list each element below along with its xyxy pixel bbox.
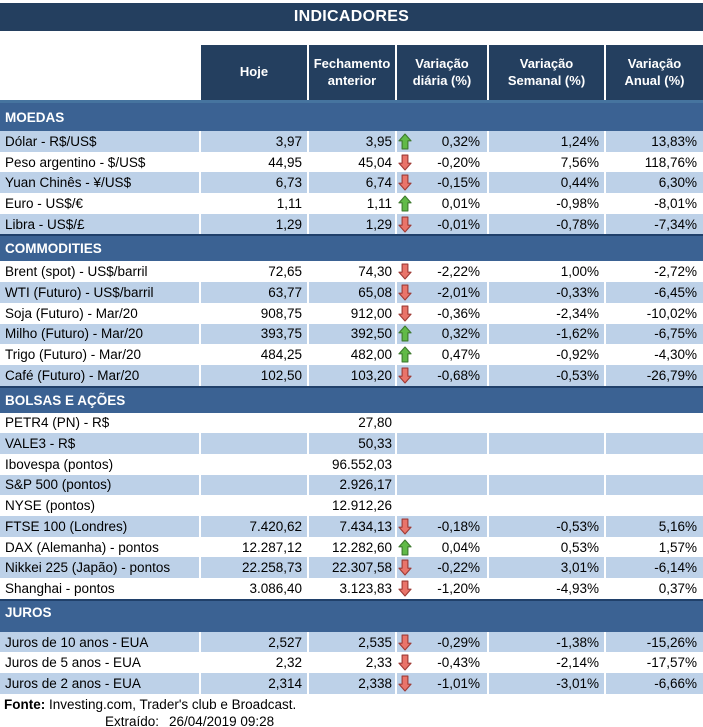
variacao-diaria-cell — [395, 537, 487, 558]
variacao-semanal-value — [487, 454, 604, 475]
variacao-anual-value: 0,37% — [604, 578, 703, 599]
row-label: Juros de 5 anos - EUA — [5, 655, 141, 671]
variacao-diaria-cell — [395, 193, 487, 214]
variacao-diaria-value: -2,22% — [437, 264, 480, 280]
row-label: Café (Futuro) - Mar/20 — [5, 367, 140, 383]
row-label: DAX (Alemanha) - pontos — [5, 539, 159, 555]
extracted-label: Extraído: — [105, 714, 160, 727]
variacao-semanal-value: 0,53% — [487, 537, 604, 558]
extracted-line — [0, 714, 703, 727]
down-arrow-icon — [398, 154, 413, 171]
variacao-semanal-value — [487, 413, 604, 434]
variacao-diaria-cell — [395, 344, 487, 365]
variacao-diaria-cell — [395, 433, 487, 454]
hoje-value: 6,73 — [199, 172, 307, 193]
variacao-diaria-cell — [395, 261, 487, 282]
variacao-anual-value — [604, 454, 703, 475]
down-arrow-icon — [398, 367, 413, 384]
hoje-value — [199, 475, 307, 496]
table-row — [0, 282, 703, 303]
hoje-value — [199, 495, 307, 516]
fechamento-value: 2,338 — [307, 673, 395, 694]
hoje-value: 908,75 — [199, 303, 307, 324]
variacao-anual-value: 6,30% — [604, 172, 703, 193]
variacao-anual-value — [604, 495, 703, 516]
hoje-value: 393,75 — [199, 324, 307, 345]
variacao-diaria-cell — [395, 303, 487, 324]
hoje-value: 44,95 — [199, 152, 307, 173]
fechamento-value: 7.434,13 — [307, 516, 395, 537]
up-arrow-icon — [398, 133, 413, 150]
variacao-semanal-value: -4,93% — [487, 578, 604, 599]
table-row — [0, 413, 703, 434]
hoje-value: 3.086,40 — [199, 578, 307, 599]
variacao-diaria-value: -0,36% — [437, 305, 480, 321]
header-cell-variacao-diaria: Variação diária (%) — [395, 45, 487, 100]
variacao-semanal-value: 0,44% — [487, 172, 604, 193]
variacao-anual-value: -17,57% — [604, 652, 703, 673]
hoje-value: 2,32 — [199, 652, 307, 673]
fechamento-value: 27,80 — [307, 413, 395, 434]
source-line — [0, 697, 703, 713]
table-row — [0, 261, 703, 282]
row-label: Ibovespa (pontos) — [5, 456, 114, 472]
variacao-anual-value — [604, 475, 703, 496]
variacao-anual-value: 118,76% — [604, 152, 703, 173]
hoje-value: 484,25 — [199, 344, 307, 365]
variacao-diaria-cell — [395, 413, 487, 434]
table-row — [0, 131, 703, 152]
variacao-semanal-value: -0,92% — [487, 344, 604, 365]
section-header-juros: JUROS — [0, 599, 703, 632]
variacao-diaria-value: -2,01% — [437, 284, 480, 300]
variacao-semanal-value: -3,01% — [487, 673, 604, 694]
hoje-value — [199, 454, 307, 475]
row-label: Trigo (Futuro) - Mar/20 — [5, 347, 142, 363]
table-row — [0, 495, 703, 516]
variacao-diaria-value: 0,32% — [441, 133, 480, 149]
table-row — [0, 652, 703, 673]
hoje-value: 1,11 — [199, 193, 307, 214]
variacao-diaria-value: -0,01% — [437, 216, 480, 232]
variacao-semanal-value: -0,98% — [487, 193, 604, 214]
table-row — [0, 673, 703, 694]
down-arrow-icon — [398, 559, 413, 576]
variacao-semanal-value: -2,14% — [487, 652, 604, 673]
up-arrow-icon — [398, 346, 413, 363]
row-label: Dólar - R$/US$ — [5, 133, 97, 149]
variacao-semanal-value: 7,56% — [487, 152, 604, 173]
row-label: Juros de 2 anos - EUA — [5, 675, 141, 691]
extracted-value: 26/04/2019 09:28 — [169, 714, 275, 727]
hoje-value — [199, 413, 307, 434]
row-label: Libra - US$/£ — [5, 216, 85, 232]
row-label: VALE3 - R$ — [5, 436, 76, 452]
variacao-semanal-value: 1,00% — [487, 261, 604, 282]
variacao-anual-value: -6,66% — [604, 673, 703, 694]
fechamento-value: 45,04 — [307, 152, 395, 173]
variacao-diaria-value: -0,15% — [437, 175, 480, 191]
footer — [0, 697, 703, 727]
header-cell-fechamento-anterior: Fechamento anterior — [307, 45, 395, 100]
fechamento-value: 392,50 — [307, 324, 395, 345]
source-label: Fonte: — [4, 696, 46, 712]
row-label: Soja (Futuro) - Mar/20 — [5, 305, 138, 321]
fechamento-value: 2,535 — [307, 632, 395, 653]
row-label: Peso argentino - $/US$ — [5, 154, 146, 170]
fechamento-value: 74,30 — [307, 261, 395, 282]
variacao-diaria-value: -0,18% — [437, 518, 480, 534]
up-arrow-icon — [398, 325, 413, 342]
variacao-diaria-cell — [395, 454, 487, 475]
down-arrow-icon — [398, 284, 413, 301]
row-label: Euro - US$/€ — [5, 195, 84, 211]
fechamento-value: 3,95 — [307, 131, 395, 152]
table-header — [0, 45, 703, 100]
variacao-diaria-cell — [395, 557, 487, 578]
variacao-diaria-value: -0,68% — [437, 367, 480, 383]
table-row — [0, 365, 703, 386]
variacao-diaria-cell — [395, 172, 487, 193]
variacao-diaria-cell — [395, 324, 487, 345]
variacao-diaria-value: -1,01% — [437, 675, 480, 691]
variacao-diaria-value: -1,20% — [437, 580, 480, 596]
down-arrow-icon — [398, 305, 413, 322]
variacao-diaria-value: -0,22% — [437, 560, 480, 576]
row-label: Juros de 10 anos - EUA — [5, 634, 149, 650]
hoje-value: 72,65 — [199, 261, 307, 282]
fechamento-value: 96.552,03 — [307, 454, 395, 475]
table-row — [0, 537, 703, 558]
variacao-semanal-value: 3,01% — [487, 557, 604, 578]
variacao-semanal-value: -1,62% — [487, 324, 604, 345]
up-arrow-icon — [398, 539, 413, 556]
header-cell-variacao-anual: Variação Anual (%) — [604, 45, 703, 100]
table-body — [0, 100, 703, 694]
variacao-anual-value: -26,79% — [604, 365, 703, 386]
header-cell-blank — [0, 45, 199, 100]
variacao-anual-value: 13,83% — [604, 131, 703, 152]
variacao-diaria-cell — [395, 475, 487, 496]
down-arrow-icon — [398, 518, 413, 535]
table-row — [0, 475, 703, 496]
row-label: Shanghai - pontos — [5, 580, 115, 596]
row-label: Milho (Futuro) - Mar/20 — [5, 326, 144, 342]
fechamento-value: 2,33 — [307, 652, 395, 673]
down-arrow-icon — [398, 654, 413, 671]
fechamento-value: 6,74 — [307, 172, 395, 193]
hoje-value: 63,77 — [199, 282, 307, 303]
table-row — [0, 557, 703, 578]
row-label: PETR4 (PN) - R$ — [5, 415, 110, 431]
table-row — [0, 214, 703, 235]
variacao-diaria-cell — [395, 131, 487, 152]
fechamento-value: 1,11 — [307, 193, 395, 214]
variacao-semanal-value: -0,33% — [487, 282, 604, 303]
hoje-value: 3,97 — [199, 131, 307, 152]
fechamento-value: 65,08 — [307, 282, 395, 303]
hoje-value: 7.420,62 — [199, 516, 307, 537]
variacao-anual-value: -4,30% — [604, 344, 703, 365]
hoje-value: 1,29 — [199, 214, 307, 235]
variacao-diaria-cell — [395, 214, 487, 235]
variacao-diaria-cell — [395, 673, 487, 694]
variacao-diaria-cell — [395, 578, 487, 599]
variacao-anual-value: 1,57% — [604, 537, 703, 558]
variacao-anual-value: -10,02% — [604, 303, 703, 324]
variacao-anual-value: -8,01% — [604, 193, 703, 214]
fechamento-value: 22.307,58 — [307, 557, 395, 578]
arrow-placeholder — [398, 414, 413, 431]
variacao-diaria-cell — [395, 152, 487, 173]
header-cell-hoje: Hoje — [199, 45, 307, 100]
down-arrow-icon — [398, 580, 413, 597]
fechamento-value: 50,33 — [307, 433, 395, 454]
page-title: INDICADORES — [0, 3, 703, 31]
variacao-diaria-cell — [395, 495, 487, 516]
row-label: Brent (spot) - US$/barril — [5, 264, 148, 280]
variacao-anual-value — [604, 433, 703, 454]
row-label: NYSE (pontos) — [5, 498, 96, 514]
fechamento-value: 12.912,26 — [307, 495, 395, 516]
down-arrow-icon — [398, 263, 413, 280]
table-row — [0, 303, 703, 324]
arrow-placeholder — [398, 435, 413, 452]
header-cell-variacao-semanal: Variação Semanal (%) — [487, 45, 604, 100]
variacao-anual-value: -6,45% — [604, 282, 703, 303]
hoje-value — [199, 433, 307, 454]
variacao-anual-value: -2,72% — [604, 261, 703, 282]
section-header-bolsas-e-a-es: BOLSAS E AÇÕES — [0, 386, 703, 413]
up-arrow-icon — [398, 195, 413, 212]
fechamento-value: 2.926,17 — [307, 475, 395, 496]
variacao-diaria-value: -0,20% — [437, 154, 480, 170]
table-row — [0, 433, 703, 454]
hoje-value: 102,50 — [199, 365, 307, 386]
fechamento-value: 3.123,83 — [307, 578, 395, 599]
variacao-semanal-value: -0,53% — [487, 365, 604, 386]
hoje-value: 22.258,73 — [199, 557, 307, 578]
variacao-anual-value: -7,34% — [604, 214, 703, 235]
variacao-diaria-value: 0,01% — [441, 195, 480, 211]
down-arrow-icon — [398, 675, 413, 692]
variacao-semanal-value — [487, 475, 604, 496]
variacao-semanal-value: -0,78% — [487, 214, 604, 235]
variacao-anual-value: -15,26% — [604, 632, 703, 653]
hoje-value: 2,527 — [199, 632, 307, 653]
variacao-semanal-value — [487, 433, 604, 454]
variacao-semanal-value: 1,24% — [487, 131, 604, 152]
fechamento-value: 912,00 — [307, 303, 395, 324]
row-label: WTI (Futuro) - US$/barril — [5, 284, 154, 300]
hoje-value: 12.287,12 — [199, 537, 307, 558]
down-arrow-icon — [398, 634, 413, 651]
fechamento-value: 482,00 — [307, 344, 395, 365]
variacao-diaria-cell — [395, 516, 487, 537]
source-text: Investing.com, Trader's club e Broadcast. — [49, 696, 297, 712]
variacao-anual-value — [604, 413, 703, 434]
arrow-placeholder — [398, 456, 413, 473]
arrow-placeholder — [398, 497, 413, 514]
variacao-diaria-value: -0,43% — [437, 655, 480, 671]
table-row — [0, 324, 703, 345]
variacao-diaria-value: 0,04% — [441, 539, 480, 555]
table-row — [0, 193, 703, 214]
table-row — [0, 152, 703, 173]
fechamento-value: 103,20 — [307, 365, 395, 386]
variacao-anual-value: 5,16% — [604, 516, 703, 537]
fechamento-value: 1,29 — [307, 214, 395, 235]
variacao-diaria-value: -0,29% — [437, 634, 480, 650]
table-row — [0, 578, 703, 599]
variacao-diaria-cell — [395, 632, 487, 653]
variacao-semanal-value — [487, 495, 604, 516]
section-header-commodities: COMMODITIES — [0, 234, 703, 261]
section-header-moedas: MOEDAS — [0, 100, 703, 131]
arrow-placeholder — [398, 476, 413, 493]
variacao-diaria-value: 0,32% — [441, 326, 480, 342]
table-row — [0, 454, 703, 475]
table-row — [0, 516, 703, 537]
row-label: FTSE 100 (Londres) — [5, 518, 128, 534]
variacao-semanal-value: -1,38% — [487, 632, 604, 653]
variacao-semanal-value: -2,34% — [487, 303, 604, 324]
down-arrow-icon — [398, 216, 413, 233]
down-arrow-icon — [398, 174, 413, 191]
table-row — [0, 172, 703, 193]
variacao-anual-value: -6,75% — [604, 324, 703, 345]
row-label: S&P 500 (pontos) — [5, 477, 112, 493]
variacao-diaria-cell — [395, 365, 487, 386]
variacao-anual-value: -6,14% — [604, 557, 703, 578]
hoje-value: 2,314 — [199, 673, 307, 694]
table-row — [0, 632, 703, 653]
fechamento-value: 12.282,60 — [307, 537, 395, 558]
variacao-diaria-cell — [395, 282, 487, 303]
variacao-diaria-cell — [395, 652, 487, 673]
row-label: Yuan Chinês - ¥/US$ — [5, 175, 132, 191]
variacao-diaria-value: 0,47% — [441, 347, 480, 363]
row-label: Nikkei 225 (Japão) - pontos — [5, 560, 171, 576]
variacao-semanal-value: -0,53% — [487, 516, 604, 537]
table-row — [0, 344, 703, 365]
